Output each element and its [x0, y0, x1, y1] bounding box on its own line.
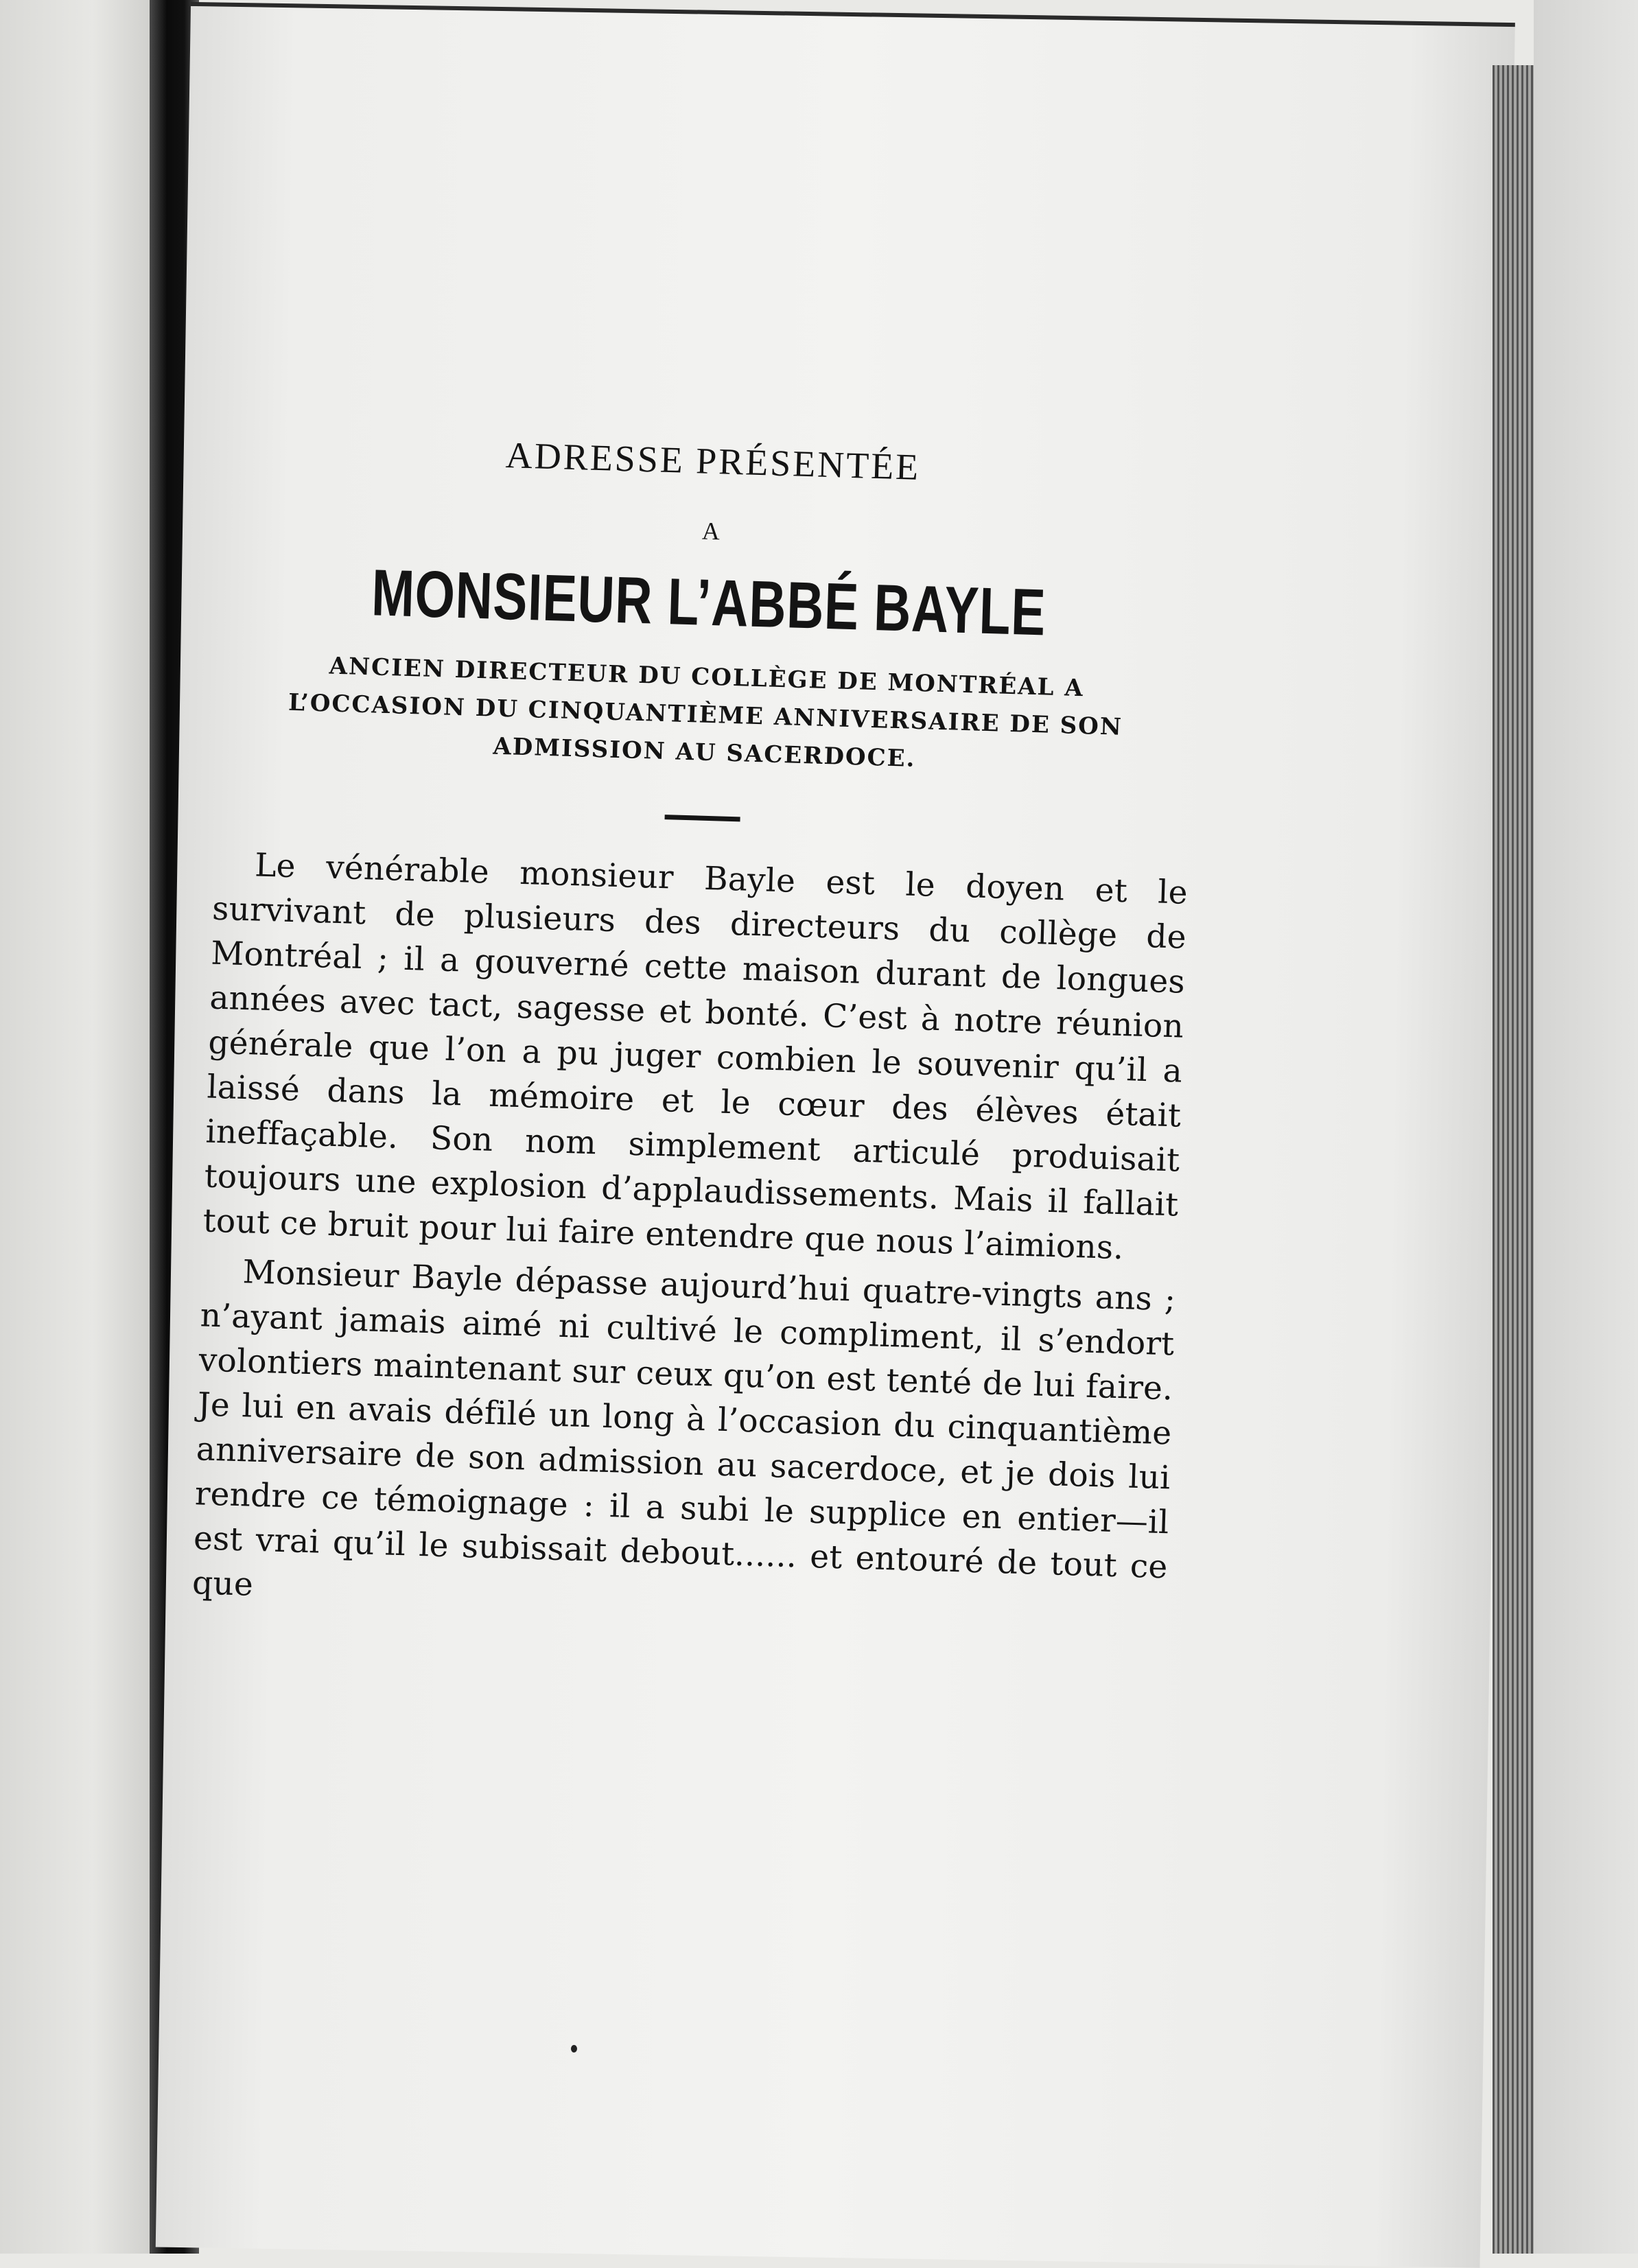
section-divider [665, 815, 740, 821]
page-title: MONSIEUR L’ABBÉ BAYLE [371, 556, 1047, 650]
heading-line-1: ADRESSE PRÉSENTÉE [505, 434, 922, 488]
paragraph-1: Le vénérable monsieur Bayle est le doyen et le survivant de plusieurs des directeurs du collège de Montréal ; il a gouverné cette maison durant de longues années avec tact, sagesse et bonté. C’est à notre réunion générale que l’on a pu juger combien le souvenir qu’il a laissé dans la mémoire et le cœur des élèves était ineffaçable. Son nom simplement articulé produisait toujours une explosion d’applaudissements. Mais il fallait tout ce bruit pour lui faire entendre que nous l’aimions. [202, 846, 1189, 1267]
heading-line-2: A [701, 517, 721, 546]
body-text [191, 841, 1188, 1634]
page-stack-edge [1493, 65, 1534, 2254]
ink-speck [571, 2045, 577, 2053]
page-content [191, 425, 1200, 1634]
previous-page-edge [0, 0, 154, 2254]
page-subtitle: ANCIEN DIRECTEUR DU COLLÈGE DE MONTRÉAL A L’OCCASION DU CINQUANTIÈME ANNIVERSAIRE DE SON ADMISSION AU SACERDOCE. [288, 652, 1123, 773]
paragraph-2: Monsieur Bayle dépasse aujourd’hui quatre-vingts ans ; n’ayant jamais aimé ni cultivé le compliment, il s’endort volontiers maintenant sur ceux qu’on est tenté de lui faire. Je lui en avais défilé un long à l’occasion du cinquantième anniversaire de son admission au sacerdoce, et je dois lui rendre ce témoignage : il a subi le supplice en entier—il est vrai qu’il le subissait debout...... et entouré de tout ce que [191, 1252, 1176, 1604]
scan-margin [1534, 0, 1638, 2254]
